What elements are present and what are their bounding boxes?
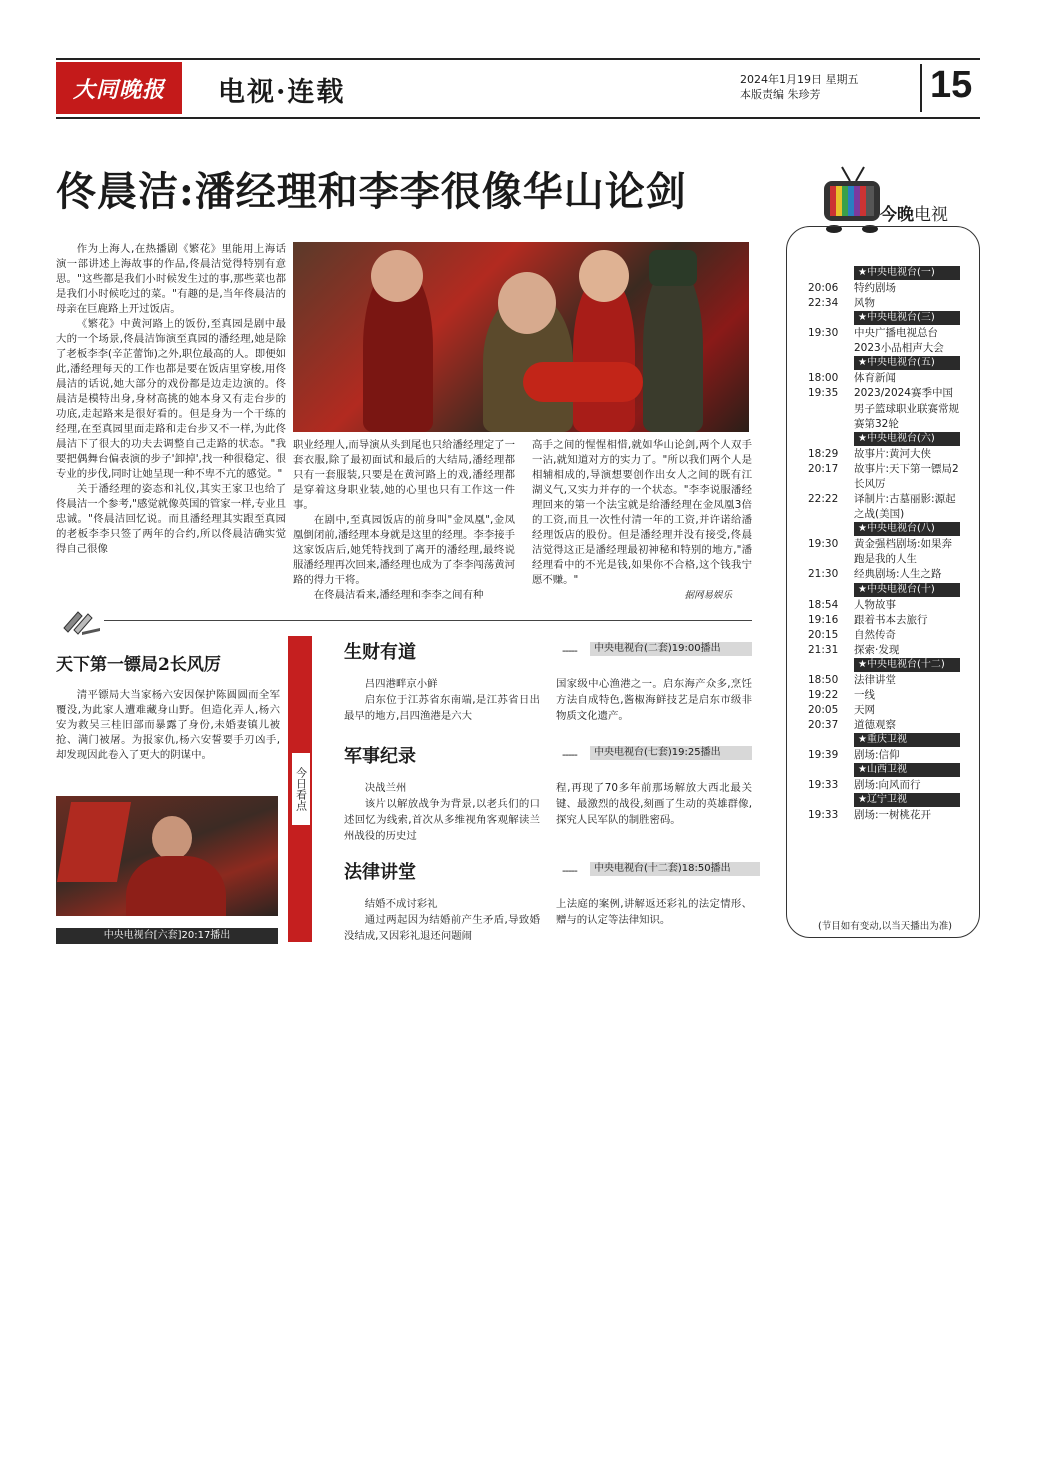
schedule-program: 天网 bbox=[854, 704, 875, 717]
schedule-time: 20:17 bbox=[808, 462, 839, 475]
schedule-program: 中央广播电视总台2023小品相声大会 bbox=[854, 327, 944, 355]
tonight-title-rest: 电视 bbox=[914, 205, 948, 225]
schedule-program: 故事片:黄河大侠 bbox=[854, 447, 932, 460]
article-column-3 bbox=[532, 438, 752, 603]
schedule-time: 20:05 bbox=[808, 704, 839, 717]
schedule-time: 19:35 bbox=[808, 387, 839, 400]
article-paragraph: 在佟晨洁看来,潘经理和李李之间有种 bbox=[313, 589, 484, 601]
program-text: 上法庭的案例,讲解返还彩礼的法定情形、赠与的认定等法律知识。 bbox=[556, 898, 752, 926]
channel-header: ★中央电视台(五) bbox=[854, 356, 960, 370]
program-subtitle: 吕四港畔京小鲜 bbox=[364, 678, 438, 690]
program-airtime: 中央电视台(十二套)18:50播出 bbox=[590, 862, 760, 876]
program-desc-right bbox=[556, 896, 752, 928]
schedule-row bbox=[808, 371, 960, 386]
schedule-row bbox=[808, 718, 960, 733]
drama-still-photo bbox=[293, 242, 749, 432]
main-headline: 佟晨洁:潘经理和李李很像华山论剑 bbox=[56, 168, 687, 215]
schedule-time: 18:50 bbox=[808, 673, 839, 686]
schedule-row bbox=[808, 296, 960, 311]
program-desc-left bbox=[344, 780, 540, 844]
program-title: 法律讲堂 bbox=[344, 862, 416, 883]
schedule-row bbox=[808, 808, 960, 823]
channel-header: ★中央电视台(十) bbox=[854, 583, 960, 597]
section-divider bbox=[104, 620, 752, 621]
drama-synopsis bbox=[56, 688, 280, 763]
program-text: 国家级中心渔港之一。启东海产众多,烹饪方法自成特色,酱椒海鲜技艺是启东市级非物质文化遗产。 bbox=[556, 678, 752, 722]
schedule-time: 18:00 bbox=[808, 372, 839, 385]
schedule-row bbox=[808, 748, 960, 763]
schedule-time: 19:39 bbox=[808, 749, 839, 762]
schedule-time: 19:33 bbox=[808, 809, 839, 822]
program-desc-right bbox=[556, 676, 752, 724]
channel-header: ★辽宁卫视 bbox=[854, 793, 960, 807]
schedule-program: 一线 bbox=[854, 688, 875, 701]
issue-info bbox=[740, 72, 859, 102]
schedule-time: 18:54 bbox=[808, 598, 839, 611]
section-title: 电视·连载 bbox=[218, 77, 346, 108]
schedule-program: 自然传奇 bbox=[854, 628, 896, 641]
article-column-2 bbox=[293, 438, 515, 603]
schedule-time: 19:16 bbox=[808, 613, 839, 626]
program-text: 通过两起因为结婚前产生矛盾,导致婚没结成,又因彩礼退还问题闹 bbox=[344, 914, 540, 942]
schedule-program: 经典剧场:人生之路 bbox=[854, 568, 942, 581]
program-text: 该片以解放战争为背景,以老兵们的口述回忆为线索,首次从多维视角客观解读兰州战役的历史过 bbox=[344, 798, 540, 842]
tonight-tv-title bbox=[880, 200, 948, 225]
schedule-time: 19:22 bbox=[808, 688, 839, 701]
channel-header: ★山西卫视 bbox=[854, 763, 960, 777]
channel-header: ★中央电视台(六) bbox=[854, 432, 960, 446]
program-subtitle: 结婚不成讨彩礼 bbox=[364, 898, 438, 910]
article-paragraph: 关于潘经理的姿态和礼仪,其实王家卫也给了佟晨洁一个参考,"感觉就像英国的管家一样,专业且忠诚。"佟晨洁回忆说。而且潘经理其实跟至真园的老板李李只签了两年的合约,所以佟晨洁确实觉得自己很像 bbox=[56, 483, 286, 555]
schedule-row bbox=[808, 778, 960, 793]
page-number: 15 bbox=[930, 64, 973, 106]
schedule-row bbox=[808, 386, 960, 431]
schedule-row bbox=[808, 673, 960, 688]
drama-photo-caption: 中央电视台[六套]20:17播出 bbox=[56, 928, 278, 944]
schedule-program: 译制片:古墓丽影:源起之战(美国) bbox=[854, 493, 956, 521]
channel-header: ★中央电视台(三) bbox=[854, 311, 960, 325]
schedule-time: 19:30 bbox=[808, 538, 839, 551]
schedule-row bbox=[808, 281, 960, 296]
schedule-row bbox=[808, 688, 960, 703]
program-text: 程,再现了70多年前那场解放大西北最关键、最激烈的战役,刻画了生动的英雄群像,探究人民军队的制胜密码。 bbox=[556, 782, 752, 826]
program-dash: ----- bbox=[562, 644, 577, 657]
schedule-program: 人物故事 bbox=[854, 598, 896, 611]
schedule-program: 故事片:天下第一镖局2长风厉 bbox=[854, 462, 959, 490]
program-subtitle: 决战兰州 bbox=[364, 782, 407, 794]
schedule-time: 22:34 bbox=[808, 297, 839, 310]
article-paragraph: 职业经理人,而导演从头到尾也只给潘经理定了一套衣服,除了最初面试和最后的大结局,潘经理都只有一套服装,只要是在黄河路上的戏,潘经理都是穿着这身职业装,她的心里也只有工作这一件事。 bbox=[293, 439, 515, 511]
channel-header: ★中央电视台(一) bbox=[854, 266, 960, 280]
program-airtime: 中央电视台(七套)19:25播出 bbox=[590, 746, 752, 760]
schedule-row bbox=[808, 703, 960, 718]
schedule-row bbox=[808, 628, 960, 643]
newspaper-logo: 大同晚报 bbox=[56, 62, 182, 114]
highlights-label: 今日看点 bbox=[291, 752, 311, 826]
article-paragraph: 作为上海人,在热播剧《繁花》里能用上海话演一部讲述上海故事的作品,佟晨洁觉得特别有意思。"这些都是我们小时候发生过的事,那些菜也都是我们小时候吃过的菜。"有趣的是,当年佟晨洁的母亲在巨鹿路上开过饭店。 bbox=[56, 243, 286, 315]
schedule-row bbox=[808, 643, 960, 658]
schedule-footnote: (节目如有变动,以当天播出为准) bbox=[818, 921, 952, 932]
schedule-row bbox=[808, 447, 960, 462]
schedule-time: 20:15 bbox=[808, 628, 839, 641]
channel-header: ★中央电视台(十二) bbox=[854, 658, 960, 672]
schedule-program: 风物 bbox=[854, 297, 875, 310]
program-dash: ----- bbox=[562, 864, 577, 877]
article-credit: 据网易娱乐 bbox=[684, 590, 732, 601]
schedule-time: 20:06 bbox=[808, 282, 839, 294]
book-icon bbox=[60, 606, 104, 636]
schedule-program: 跟着书本去旅行 bbox=[854, 613, 928, 626]
schedule-program: 特约剧场 bbox=[854, 282, 896, 294]
program-dash: ----- bbox=[562, 748, 577, 761]
schedule-row bbox=[808, 492, 960, 522]
article-column-1 bbox=[56, 242, 286, 557]
schedule-time: 22:22 bbox=[808, 493, 839, 506]
schedule-time: 21:30 bbox=[808, 568, 839, 581]
program-airtime: 中央电视台(二套)19:00播出 bbox=[590, 642, 752, 656]
program-desc-left bbox=[344, 896, 540, 944]
article-paragraph: 《繁花》中黄河路上的饭份,至真园是剧中最大的一个场景,佟晨洁饰演至真园的潘经理,她是除了老板李李(辛芷蕾饰)之外,职位最高的人。即便如此,潘经理每天的工作也都是要在饭店里穿梭,用佟晨洁的话说,她大部分的戏份都是边走边演的。佟晨洁是模特出身,身材高挑的她本身又有走台步的功底,走起路来是很好看的。但是身为一个干练的经理,在至真园里面走路和走台步又不一样,为此佟晨洁下了很大的功夫去调整自己走路的状态。"我要把偶舞台偏表演的步子'卸掉',找一种很稳定、很专业的步伐,同时让她呈现一种不卑不亢的感觉。" bbox=[56, 318, 286, 480]
channel-header: ★重庆卫视 bbox=[854, 733, 960, 747]
schedule-time: 21:31 bbox=[808, 643, 839, 656]
tv-schedule bbox=[808, 266, 960, 824]
page-editor: 本版责编 朱珍芳 bbox=[740, 88, 821, 101]
schedule-program: 法律讲堂 bbox=[854, 673, 896, 686]
schedule-program: 2023/2024赛季中国男子篮球职业联赛常规赛第32轮 bbox=[854, 387, 959, 430]
masthead-bottom-rule bbox=[56, 117, 980, 119]
schedule-program: 剧场:一树桃花开 bbox=[854, 809, 932, 822]
channel-header: ★中央电视台(八) bbox=[854, 522, 960, 536]
schedule-program: 剧场:信仰 bbox=[854, 749, 900, 762]
schedule-time: 20:37 bbox=[808, 719, 839, 732]
program-title: 军事纪录 bbox=[344, 746, 416, 767]
schedule-row bbox=[808, 537, 960, 567]
schedule-program: 道德观察 bbox=[854, 719, 896, 732]
schedule-program: 体育新闻 bbox=[854, 372, 896, 385]
article-paragraph: 高手之间的惺惺相惜,就如华山论剑,两个人双手一沾,就知道对方的实力了。"所以我们两个人是相辅相成的,导演想要创作出女人之间的既有江湖义气,又实力并存的一个状态。"李李说服潘经理回来的第一个法宝就是给潘经理在金凤凰3倍的工资,而且一次性付清一年的工资,并许诺给潘经理饭店的股份。但是潘经理并没有接受,佟晨洁觉得这正是潘经理最初神秘和特别的地方,"潘经理看中的不光是钱,如果你不合格,这个钱我宁愿不赚。" bbox=[532, 439, 752, 586]
page-number-divider bbox=[920, 64, 922, 112]
drama-synopsis-text: 清平镖局大当家杨六安因保护陈圆圆而全军覆没,为此家人遭难藏身山野。但造化弄人,杨六安为救吴三桂旧部而暴露了身份,未婚妻镇儿被抢、满门被屠。为报家仇,杨六安誓要手刃凶手,却发现因此卷入了更大的阴谋中。 bbox=[56, 689, 280, 761]
schedule-row bbox=[808, 567, 960, 582]
tonight-title-bold: 今晚 bbox=[880, 205, 914, 225]
program-desc-left bbox=[344, 676, 540, 724]
schedule-program: 剧场:向风而行 bbox=[854, 779, 921, 792]
schedule-program: 探索·发现 bbox=[854, 643, 900, 656]
schedule-time: 19:33 bbox=[808, 779, 839, 792]
schedule-row bbox=[808, 598, 960, 613]
drama-title: 天下第一镖局2长风厉 bbox=[56, 655, 221, 675]
issue-date: 2024年1月19日 星期五 bbox=[740, 73, 859, 86]
schedule-row bbox=[808, 613, 960, 628]
program-desc-right bbox=[556, 780, 752, 828]
schedule-program: 黄金强档剧场:如果奔跑是我的人生 bbox=[854, 538, 953, 566]
masthead-top-rule bbox=[56, 58, 980, 60]
program-title: 生财有道 bbox=[344, 642, 416, 663]
program-text: 启东位于江苏省东南端,是江苏省日出最早的地方,吕四渔港是六大 bbox=[344, 694, 540, 722]
schedule-time: 18:29 bbox=[808, 447, 839, 460]
schedule-row bbox=[808, 462, 960, 492]
drama-photo bbox=[56, 796, 278, 916]
schedule-time: 19:30 bbox=[808, 327, 839, 340]
article-paragraph: 在剧中,至真园饭店的前身叫"金凤凰",金凤凰倒闭前,潘经理本身就是这里的经理。李李接手这家饭店后,她凭特找到了离开的潘经理,最终说服潘经理再次回来,潘经理也成为了李李闯荡黄河路的得力干将。 bbox=[293, 514, 515, 586]
schedule-row bbox=[808, 326, 960, 356]
